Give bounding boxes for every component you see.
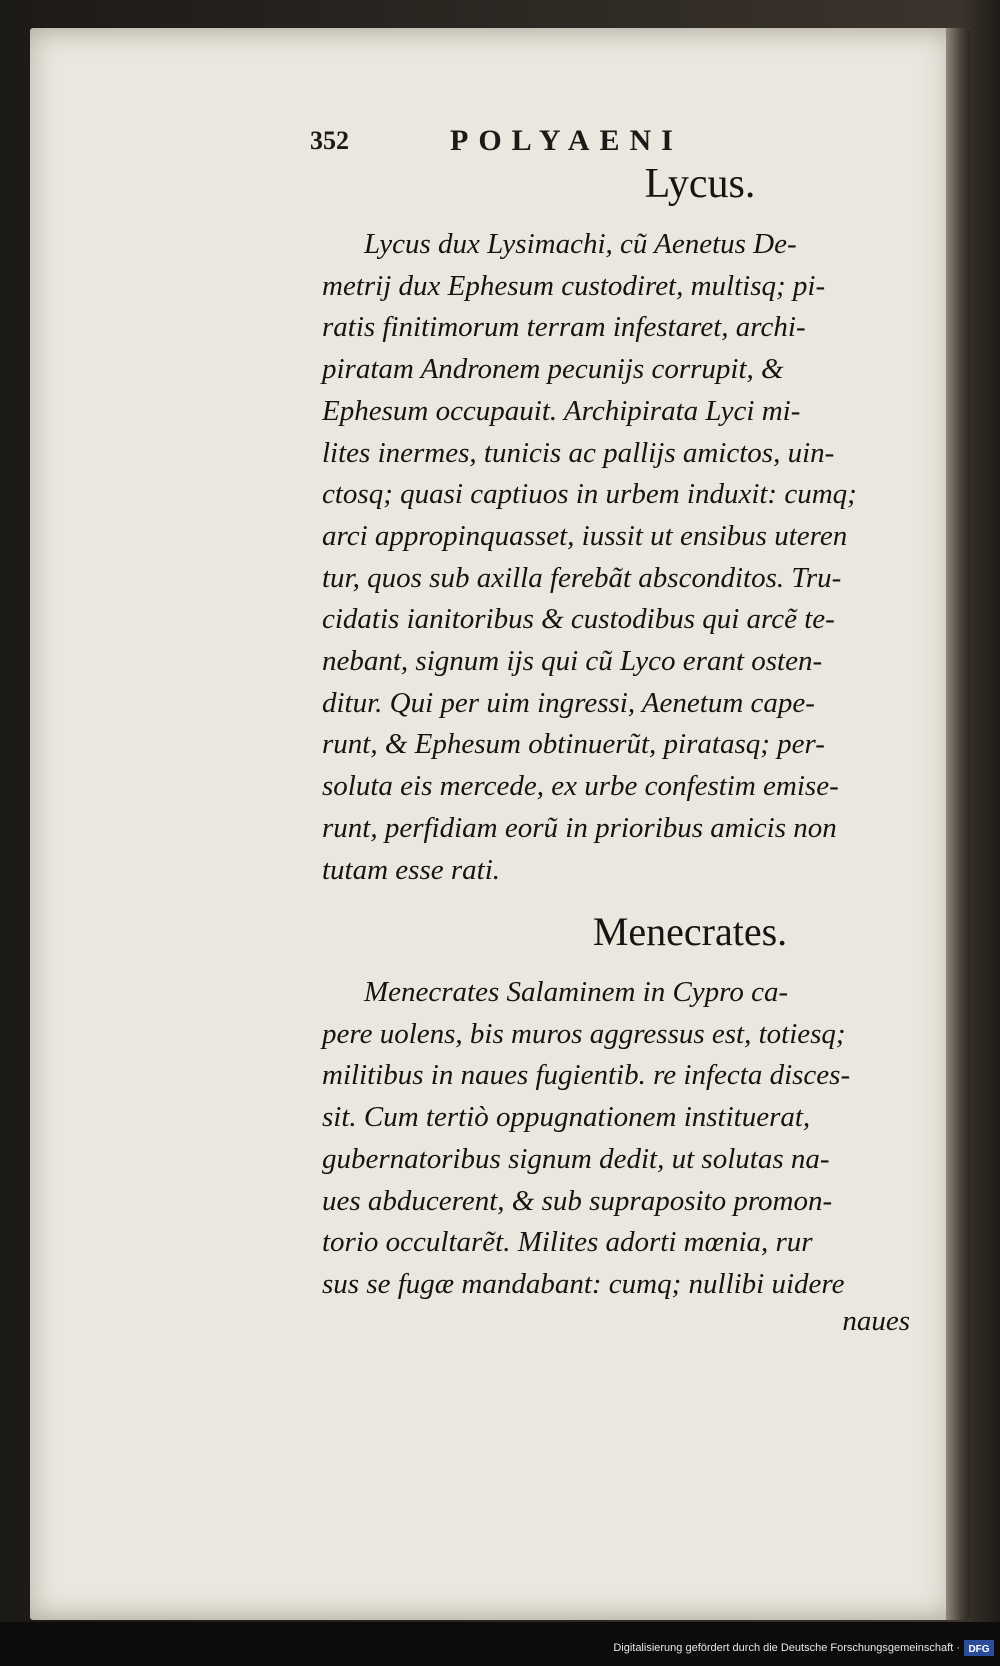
text-line: sit. Cum tertiò oppugnationem instituerat, bbox=[322, 1101, 811, 1134]
text-line: ctosq; quasi captiuos in urbem induxit: cumq; bbox=[322, 478, 857, 511]
text-line: pere uolens, bis muros aggressus est, totiesq; bbox=[322, 1017, 846, 1050]
text-line: Ephesum occupauit. Archipirata Lyci mi- bbox=[322, 394, 801, 427]
running-head: POLYAENI bbox=[450, 124, 683, 157]
digitization-footer bbox=[0, 1622, 1000, 1666]
text-line: cidatis ianitoribus & custodibus qui arcẽ te- bbox=[322, 603, 835, 636]
page-edge-shadow bbox=[946, 28, 970, 1620]
text-line: tur, quos sub axilla ferebãt absconditos. Tru- bbox=[322, 561, 842, 594]
section-heading-menecrates: Menecrates. bbox=[592, 909, 788, 954]
dfg-logo-text: DFG bbox=[968, 1644, 990, 1655]
text-line: tutam esse rati. bbox=[322, 853, 501, 886]
text-line: piratam Andronem pecunijs corrupit, & bbox=[322, 353, 784, 386]
text-line: Menecrates Salaminem in Cypro ca- bbox=[364, 976, 789, 1008]
funding-credit: Digitalisierung gefördert durch die Deutsche Forschungsgemeinschaft · bbox=[613, 1642, 960, 1654]
text-line: runt, & Ephesum obtinuerũt, piratasq; per- bbox=[322, 728, 825, 761]
text-line: militibus in naues fugientib. re infecta disces- bbox=[322, 1059, 851, 1092]
dfg-logo-icon bbox=[964, 1640, 994, 1656]
page-number: 352 bbox=[310, 126, 349, 155]
text-line: ditur. Qui per uim ingressi, Aenetum cape- bbox=[322, 686, 815, 719]
text-line: Lycus dux Lysimachi, cũ Aenetus De- bbox=[364, 228, 797, 260]
section-body-lycus bbox=[322, 224, 920, 891]
text-line: ratis finitimorum terram infestaret, archi- bbox=[322, 311, 806, 344]
text-line: arci appropinquasset, iussit ut ensibus uteren bbox=[322, 519, 848, 552]
text-line: runt, perfidiam eorũ in prioribus amicis non bbox=[322, 811, 837, 844]
section-body-menecrates bbox=[322, 972, 920, 1306]
text-line: ues abducerent, & sub supraposito promon- bbox=[322, 1184, 833, 1217]
text-line: soluta eis mercede, ex urbe confestim emise- bbox=[322, 770, 839, 803]
text-line: lites inermes, tunicis ac pallijs amictos, uin- bbox=[322, 436, 835, 469]
page-header bbox=[310, 124, 950, 164]
text-line: sus se fugæ mandabant: cumq; nullibi uidere bbox=[322, 1267, 845, 1300]
text-line: metrij dux Ephesum custodiret, multisq; pi- bbox=[322, 269, 826, 302]
text-line: nebant, signum ijs qui cũ Lyco erant osten- bbox=[322, 645, 823, 678]
text-line: torio occultarẽt. Milites adorti mœnia, rur bbox=[322, 1226, 813, 1259]
text-line: gubernatoribus signum dedit, ut solutas na- bbox=[322, 1142, 830, 1175]
section-heading-lycus: Lycus. bbox=[644, 161, 756, 207]
catchword: naues bbox=[842, 1305, 910, 1337]
